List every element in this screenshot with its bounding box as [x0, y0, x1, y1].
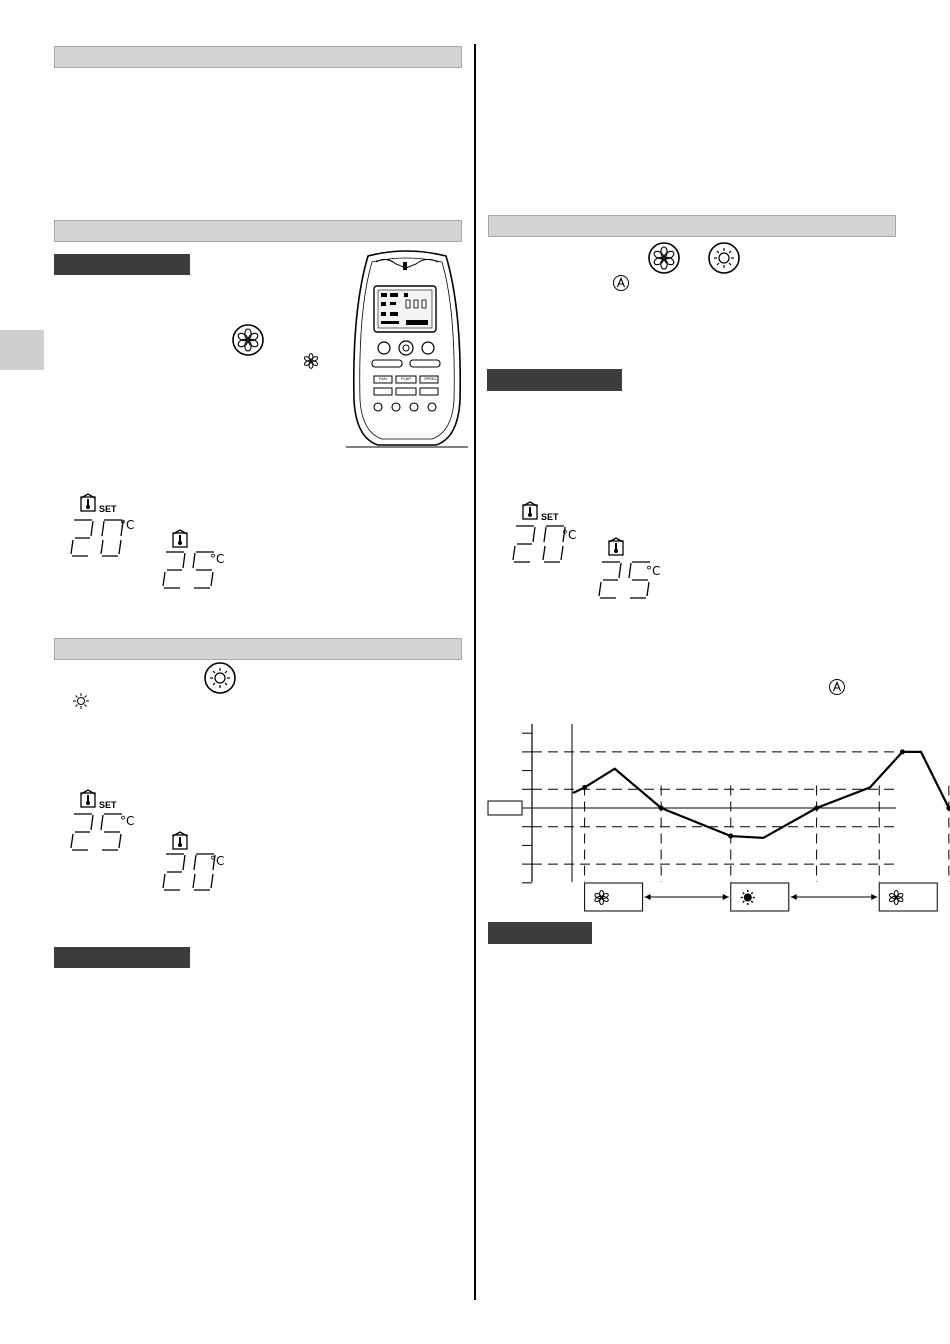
fan-button-icon: [648, 242, 680, 279]
heat-button-icon: [204, 662, 236, 699]
remote-flap-label: FLAP: [401, 376, 412, 381]
set-label: SET: [99, 504, 117, 514]
mode-arrow-head: [791, 894, 797, 900]
section-header-bar-1: [54, 46, 462, 68]
set-temperature-unit: °C: [120, 814, 135, 828]
remote-control-illustration: [346, 250, 468, 455]
mode-arrow-head: [723, 894, 729, 900]
auto-mode-icon: [612, 274, 630, 297]
remote-fan-label: FAN: [379, 376, 387, 381]
subsection-tag-2: [54, 947, 190, 968]
thermometer-house-icon: [80, 494, 96, 517]
temperature-curve: [573, 752, 950, 838]
thermometer-house-icon: [80, 790, 96, 813]
set-temperature-unit: °C: [562, 528, 577, 542]
remote-speel-label: SPEEL: [424, 376, 437, 381]
side-tab: [0, 330, 44, 370]
switch-point: [659, 806, 664, 811]
fan-mode-icon: [302, 352, 320, 375]
subsection-tag-3: [487, 369, 622, 391]
thermometer-house-icon: [608, 538, 624, 561]
switch-point: [582, 785, 587, 790]
subsection-tag-4: [488, 922, 592, 944]
room-temperature-unit: °C: [210, 552, 225, 566]
set-temperature-unit: °C: [120, 518, 135, 532]
heat-mode-icon: [72, 692, 90, 715]
mode-box: [585, 883, 643, 911]
room-temperature-unit: °C: [646, 564, 661, 578]
set-label: SET: [99, 800, 117, 810]
heat-button-icon: [708, 242, 740, 279]
fan-button-icon: [232, 324, 264, 361]
set-label: SET: [541, 512, 559, 522]
section-header-bar-4: [488, 215, 896, 237]
mode-box: [879, 883, 937, 911]
switch-point: [900, 749, 905, 754]
switch-point: [728, 834, 733, 839]
auto-mode-icon: [828, 678, 846, 701]
setpoint-label-box: [488, 801, 522, 815]
column-divider: [474, 44, 476, 1300]
mode-arrow-head: [871, 894, 877, 900]
auto-mode-chart: [484, 718, 904, 918]
section-header-bar-3: [54, 638, 462, 660]
mode-box: [731, 883, 789, 911]
section-header-bar-2: [54, 220, 462, 242]
mode-arrow-head: [645, 894, 651, 900]
subsection-tag-1: [54, 254, 190, 275]
switch-point: [814, 806, 819, 811]
room-temperature-unit: °C: [210, 854, 225, 868]
thermometer-house-icon: [522, 502, 538, 525]
